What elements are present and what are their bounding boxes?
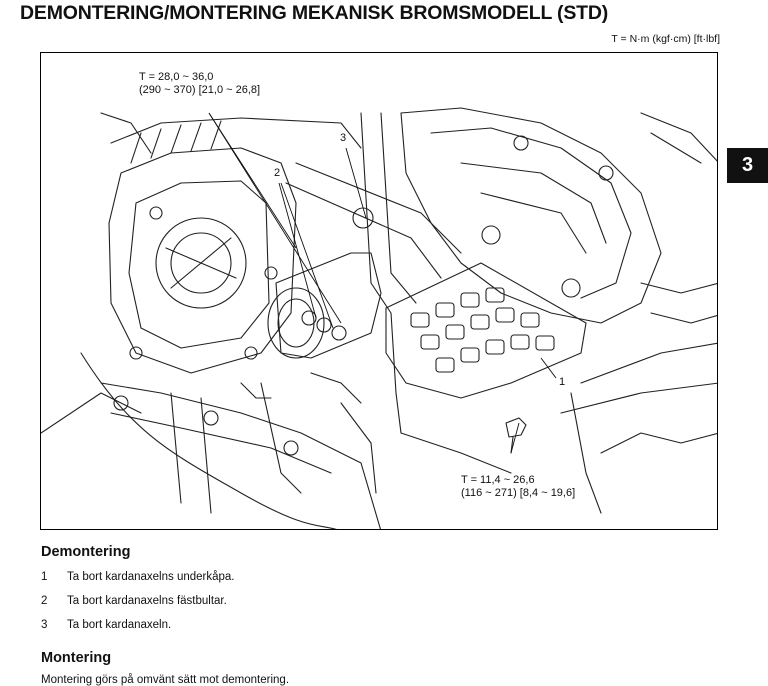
torque-value-nm: T = 11,4 ~ 26,6 [461,474,535,486]
installation-text: Montering görs på omvänt sätt mot demontering. [41,674,290,686]
installation-heading: Montering [41,650,112,666]
callout-2: 2 [274,167,281,179]
step-text: Ta bort kardanaxelns underkåpa. [67,571,235,583]
removal-heading: Demontering [41,544,131,560]
step-number: 2 [41,595,48,607]
torque-unit-legend: T = N·m (kgf·cm) [ft·lbf] [611,33,720,45]
step-text: Ta bort kardanaxelns fästbultar. [67,595,227,607]
chapter-tab[interactable] [727,148,768,183]
removal-step [41,571,235,583]
removal-step [41,619,171,631]
step-number: 3 [41,619,48,631]
removal-step [41,595,227,607]
step-number: 1 [41,571,48,583]
exploded-view-figure [40,52,718,530]
step-text: Ta bort kardanaxeln. [67,619,172,631]
torque-spec-skid-plate-bolts [461,474,575,500]
page-title: DEMONTERING/MONTERING MEKANISK BROMSMODELL (STD) [20,2,609,24]
callout-3: 3 [340,132,347,144]
torque-value-alt-units: (116 ~ 271) [8,4 ~ 19,6] [461,487,576,499]
callout-1: 1 [559,376,566,388]
torque-spec-drive-shaft-bolts [139,71,260,97]
drivetrain-illustration [41,53,718,530]
torque-value-nm: T = 28,0 ~ 36,0 [139,71,214,83]
chapter-number: 3 [741,154,754,176]
torque-value-alt-units: (290 ~ 370) [21,0 ~ 26,8] [139,84,261,96]
